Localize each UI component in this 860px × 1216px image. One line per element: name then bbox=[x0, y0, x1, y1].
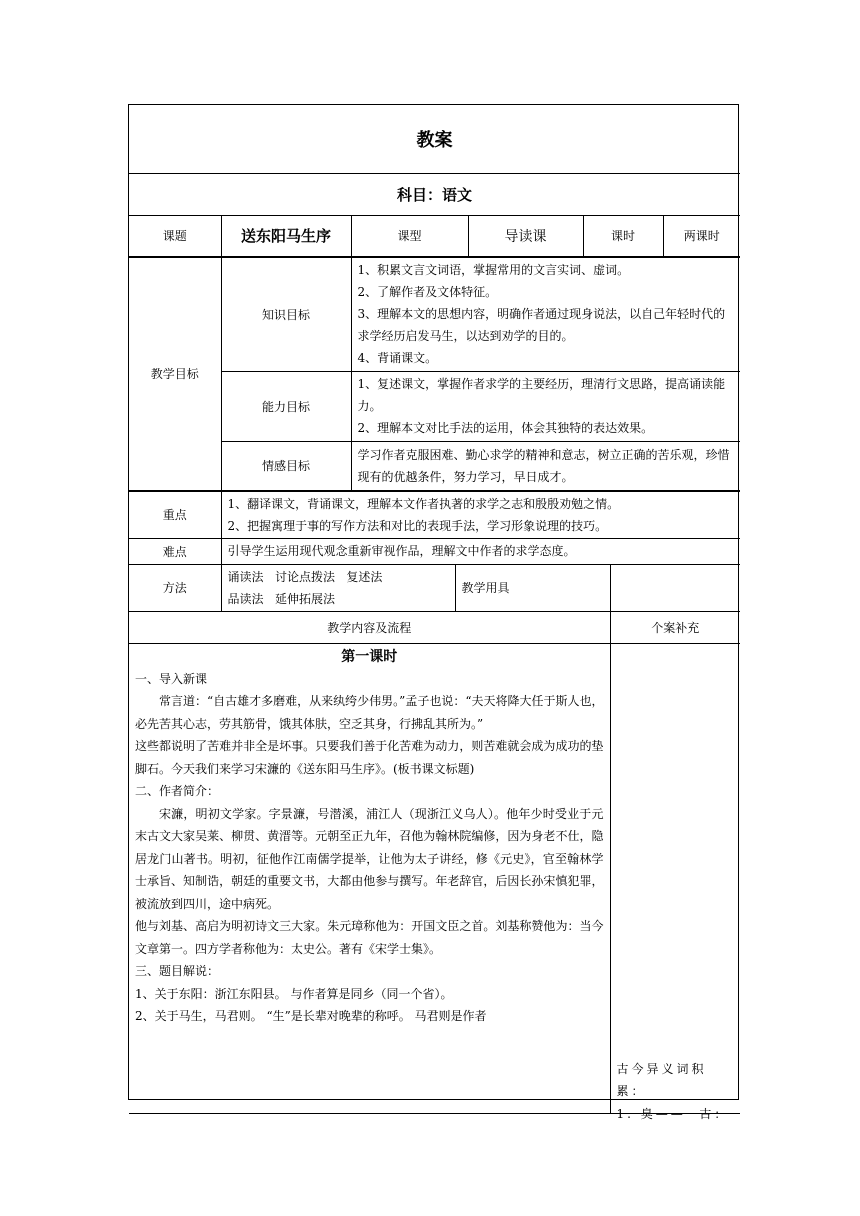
flow-header: 教学内容及流程 bbox=[129, 611, 610, 643]
header-table bbox=[129, 105, 740, 257]
lesson-plan-sheet bbox=[128, 104, 739, 1121]
ability-item: 1、复述课文，掌握作者求学的主要经历，理清行文思路，提高诵读能力。 bbox=[357, 377, 726, 413]
objectives-table bbox=[129, 257, 740, 491]
emotion-label: 情感目标 bbox=[221, 441, 351, 490]
flow-paragraphs bbox=[135, 668, 604, 1028]
ability-item: 2、理解本文对比手法的运用，体会其独特的表达效果。 bbox=[357, 421, 654, 435]
page-title: 教案 bbox=[129, 105, 740, 173]
method-list bbox=[221, 564, 455, 611]
flow-paragraph: 常言道：“自古雄才多磨难，从来纨绔少伟男。”孟子也说：“夫天将降大任于斯人也，必先苦其心志，劳其筋骨，饿其体肤，空乏其身，行拂乱其所为。” bbox=[135, 694, 604, 731]
topic-value: 送东阳马生序 bbox=[221, 215, 351, 256]
flow-paragraph: 二、作者简介： bbox=[135, 784, 220, 798]
note-line: 1. 臭—— 古： bbox=[616, 1106, 730, 1121]
keypoints-label: 重点 bbox=[129, 491, 221, 538]
subject-title: 科目：语文 bbox=[129, 173, 740, 215]
type-value: 导读课 bbox=[468, 215, 583, 256]
method-line: 品读法 延伸拓展法 bbox=[227, 591, 335, 606]
tools-value bbox=[610, 564, 740, 611]
knowledge-item: 1、积累文言文词语，掌握常用的文言实词、虚词。 bbox=[357, 263, 630, 277]
flow-paragraph: 三、题目解说： bbox=[135, 964, 220, 978]
knowledge-goals bbox=[351, 257, 740, 371]
flow-paragraph: 一、导入新课 bbox=[135, 671, 208, 686]
method-label: 方法 bbox=[129, 564, 221, 611]
flow-paragraph: 这些都说明了苦难并非全是坏事。只要我们善于化苦难为动力，则苦难就会成为成功的垫脚石。今天我们来学习宋濂的《送东阳马生序》。(板书课文标题) bbox=[135, 739, 604, 776]
topic-label: 课题 bbox=[129, 215, 221, 256]
flow-paragraph: 2、关于马生，马君则。 “生”是长辈对晚辈的称呼。 马君则是作者 bbox=[135, 1009, 487, 1023]
difficulty-label: 难点 bbox=[129, 538, 221, 564]
details-table bbox=[129, 491, 740, 1121]
flow-paragraph: 1、关于东阳：浙江东阳县。 与作者算是同乡（同一个省）。 bbox=[135, 986, 453, 1001]
ability-goals bbox=[351, 371, 740, 441]
objectives-label: 教学目标 bbox=[129, 257, 221, 490]
emotion-goal: 学习作者克服困难、勤心求学的精神和意志，树立正确的苦乐观，珍惜现有的优越条件，努力学习，早日成才。 bbox=[351, 441, 740, 490]
ability-label: 能力目标 bbox=[221, 371, 351, 441]
flow-paragraph: 他与刘基、高启为明初诗文三大家。朱元璋称他为：开国文臣之首。刘基称赞他为：当今文章第一。四方学者称他为：太史公。著有《宋学士集》。 bbox=[135, 919, 604, 956]
supplement-header: 个案补充 bbox=[610, 611, 740, 643]
type-label: 课型 bbox=[351, 215, 468, 256]
supplement-note bbox=[617, 1058, 737, 1126]
knowledge-label: 知识目标 bbox=[221, 257, 351, 371]
keypoints-list bbox=[221, 491, 740, 538]
lesson-title: 第一课时 bbox=[341, 648, 398, 665]
keypoint-item: 2、把握寓理于事的写作方法和对比的表现手法，学习形象说理的技巧。 bbox=[227, 518, 608, 533]
hours-label: 课时 bbox=[583, 215, 663, 256]
difficulty-text: 引导学生运用现代观念重新审视作品，理解文中作者的求学态度。 bbox=[221, 538, 740, 564]
knowledge-item: 2、了解作者及文体特征。 bbox=[357, 285, 498, 299]
keypoint-item: 1、翻译课文，背诵课文，理解本文作者执著的求学之志和殷殷劝勉之情。 bbox=[227, 496, 620, 511]
flow-content bbox=[129, 643, 610, 1113]
tools-label: 教学用具 bbox=[455, 564, 610, 611]
hours-value: 两课时 bbox=[663, 215, 740, 256]
knowledge-item: 4、背诵课文。 bbox=[357, 351, 438, 365]
method-line: 诵读法 讨论点拨法 复述法 bbox=[227, 569, 383, 584]
note-line: 古今异义词积累： bbox=[616, 1061, 707, 1098]
supplement-content bbox=[610, 643, 740, 1121]
knowledge-item: 3、理解本文的思想内容，明确作者通过现身说法，以自己年轻时代的求学经历启发马生，以达到劝学的目的。 bbox=[357, 307, 726, 343]
flow-paragraph: 宋濂，明初文学家。字景濂，号潜溪，浦江人（现浙江义乌人）。他年少时受业于元末古文大家吴莱、柳贯、黄溍等。元朝至正九年，召他为翰林院编修，因为身老不仕，隐居龙门山著书。明初，征他作江南儒学提举，让他为太子讲经，修《元史》，官至翰林学士承旨、知制诰，朝廷的重要文书，大都由他参与撰写。年老辞官，后因长孙宋慎犯罪，被流放到四川，途中病死。 bbox=[135, 806, 604, 911]
